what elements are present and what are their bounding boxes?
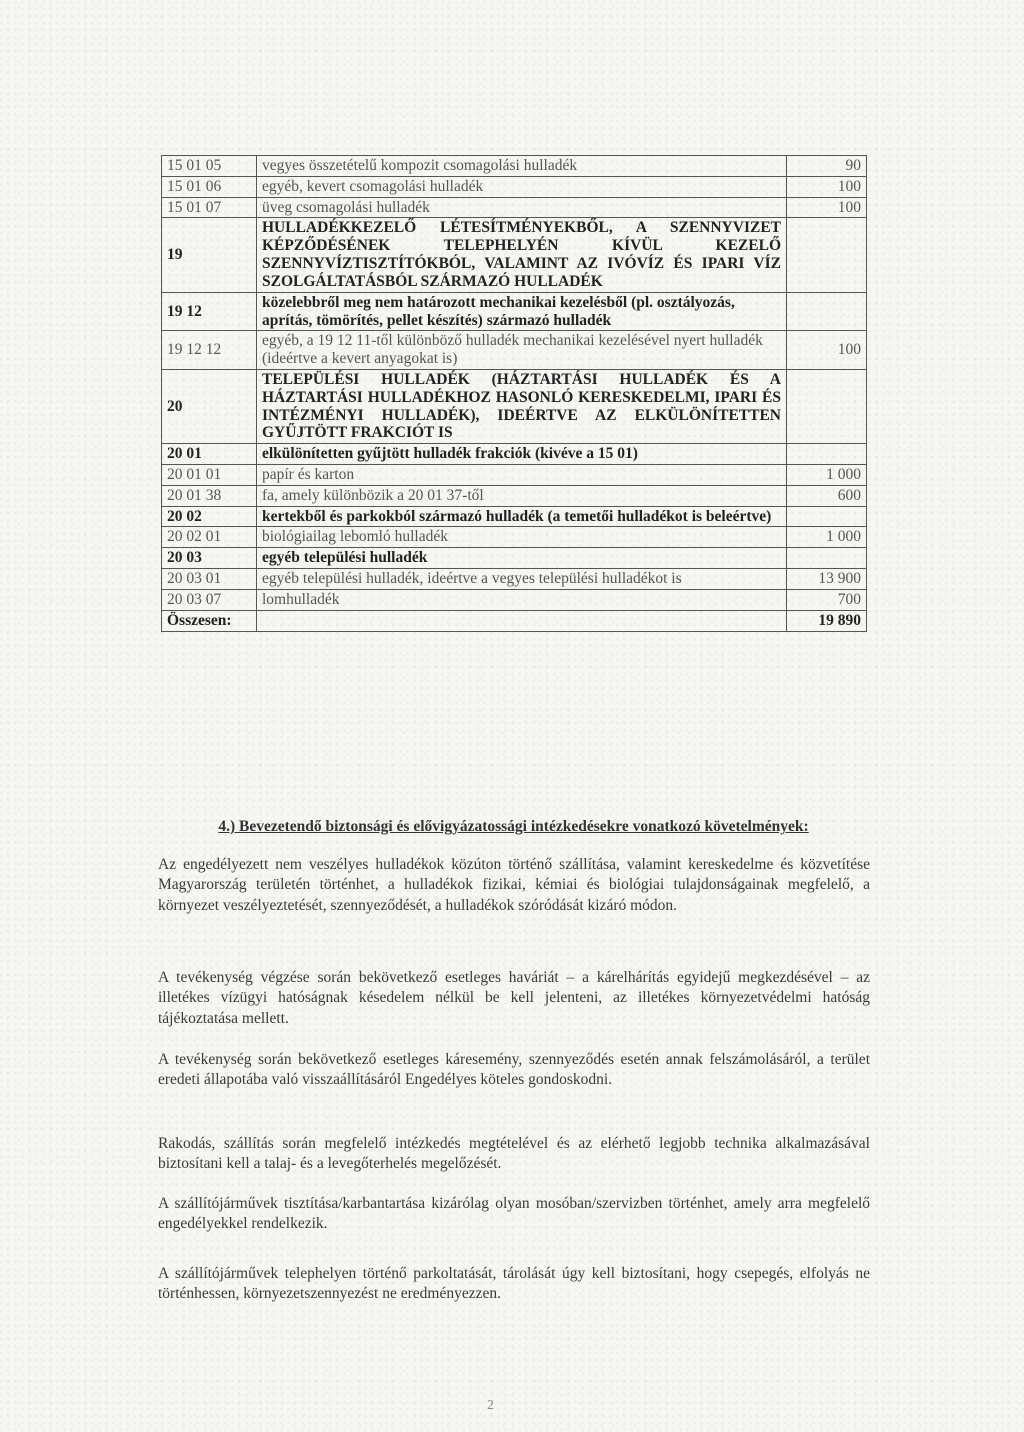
waste-description: egyéb, kevert csomagolási hulladék xyxy=(257,176,787,197)
paragraph-5: A szállítójárművek tisztítása/karbantartása kizárólag olyan mosóban/szervizben történhet, amely arra megfelelő engedélyekkel rendelkezik. xyxy=(158,1195,870,1233)
waste-description: egyéb települési hulladék xyxy=(257,548,787,569)
waste-code: 15 01 06 xyxy=(162,176,257,197)
total-value: 19 890 xyxy=(787,610,867,631)
table-row xyxy=(162,506,867,527)
table-row xyxy=(162,176,867,197)
table-row xyxy=(162,218,867,292)
waste-quantity: 1 000 xyxy=(787,465,867,486)
waste-description: közelebbről meg nem határozott mechanikai kezelésből (pl. osztályozás, aprítás, tömörítés, pellet készítés) származó hulladék xyxy=(257,292,787,331)
waste-description: kertekből és parkokból származó hulladék (a temetői hulladékot is beleértve) xyxy=(257,506,787,527)
waste-code: 20 03 01 xyxy=(162,569,257,590)
waste-code: 19 12 12 xyxy=(162,331,257,370)
paragraph-1: Az engedélyezett nem veszélyes hulladékok közúton történő szállítása, valamint kereskedelme és közvetítése Magyarország területén történhet, a hulladékok fizikai, kémiai és biológiai tulajdonságainak megfelelő, a környezet veszélyeztetését, szennyeződését, a hulladékok szóródását kizáró módon. xyxy=(158,856,870,914)
table-row xyxy=(162,444,867,465)
table-row xyxy=(162,331,867,370)
waste-code: 15 01 07 xyxy=(162,197,257,218)
waste-code: 20 02 xyxy=(162,506,257,527)
waste-quantity xyxy=(787,292,867,331)
paragraph-6: A szállítójárművek telephelyen történő parkoltatását, tárolását úgy kell biztosítani, hogy csepegés, elfolyás ne történhessen, környezetszennyezést ne eredményezzen. xyxy=(158,1265,870,1303)
waste-quantity: 600 xyxy=(787,485,867,506)
waste-description: fa, amely különbözik a 20 01 37-től xyxy=(257,485,787,506)
waste-quantity xyxy=(787,369,867,443)
waste-table-body xyxy=(162,156,867,632)
waste-description: lomhulladék xyxy=(257,589,787,610)
section-heading: 4.) Bevezetendő biztonsági és elővigyázatossági intézkedésekre vonatkozó követelmények: xyxy=(218,818,809,835)
waste-quantity xyxy=(787,548,867,569)
table-row xyxy=(162,369,867,443)
waste-quantity: 700 xyxy=(787,589,867,610)
waste-description: üveg csomagolási hulladék xyxy=(257,197,787,218)
waste-code: 19 12 xyxy=(162,292,257,331)
waste-description: TELEPÜLÉSI HULLADÉK (HÁZTARTÁSI HULLADÉK ÉS A HÁZTARTÁSI HULLADÉKHOZ HASONLÓ KERESKEDELMI, IPARI ÉS INTÉZMÉNYI HULLADÉK), IDEÉRTVE AZ ELKÜLÖNÍTETTEN GYŰJTÖTT FRAKCIÓT IS xyxy=(257,369,787,443)
waste-code: 19 xyxy=(162,218,257,292)
waste-description: egyéb, a 19 12 11-től különböző hulladék mechanikai kezelésével nyert hulladék (ideértve a kevert anyagokat is) xyxy=(257,331,787,370)
waste-description: biológiailag lebomló hulladék xyxy=(257,527,787,548)
table-row xyxy=(162,589,867,610)
waste-code: 20 03 07 xyxy=(162,589,257,610)
waste-code-table xyxy=(161,155,867,632)
waste-description: elkülönítetten gyűjtött hulladék frakciók (kivéve a 15 01) xyxy=(257,444,787,465)
waste-quantity xyxy=(787,506,867,527)
waste-quantity: 90 xyxy=(787,156,867,177)
table-row xyxy=(162,569,867,590)
waste-code: 15 01 05 xyxy=(162,156,257,177)
table-row xyxy=(162,527,867,548)
table-row xyxy=(162,197,867,218)
total-row xyxy=(162,610,867,631)
waste-description: vegyes összetételű kompozit csomagolási hulladék xyxy=(257,156,787,177)
total-label: Összesen: xyxy=(162,610,257,631)
table-row xyxy=(162,156,867,177)
waste-code: 20 xyxy=(162,369,257,443)
total-spacer xyxy=(257,610,787,631)
waste-quantity xyxy=(787,444,867,465)
waste-description: HULLADÉKKEZELŐ LÉTESÍTMÉNYEKBŐL, A SZENNYVIZET KÉPZŐDÉSÉNEK TELEPHELYÉN KÍVÜL KEZELŐ SZENNYVÍZTISZTÍTÓKBÓL, VALAMINT AZ IVÓVÍZ ÉS IPARI VÍZ SZOLGÁLTATÁSBÓL SZÁRMAZÓ HULLADÉK xyxy=(257,218,787,292)
waste-code: 20 01 38 xyxy=(162,485,257,506)
table-row xyxy=(162,548,867,569)
waste-code: 20 01 01 xyxy=(162,465,257,486)
waste-code: 20 02 01 xyxy=(162,527,257,548)
waste-quantity: 1 000 xyxy=(787,527,867,548)
paragraph-2: A tevékenység végzése során bekövetkező esetleges haváriát – a kárelhárítás egyidejű megkezdésével – az illetékes vízügyi hatóságnak késedelem nélkül be kell jelenteni, az illetékes környezetvédelmi hatóság tájékoztatása mellett. xyxy=(158,969,870,1027)
waste-quantity xyxy=(787,218,867,292)
waste-code: 20 03 xyxy=(162,548,257,569)
waste-quantity: 100 xyxy=(787,331,867,370)
waste-code: 20 01 xyxy=(162,444,257,465)
table-row xyxy=(162,292,867,331)
waste-description: papír és karton xyxy=(257,465,787,486)
table-row xyxy=(162,465,867,486)
paragraph-4: Rakodás, szállítás során megfelelő intézkedés megtételével és az elérhető legjobb technika alkalmazásával biztosítani kell a talaj- és a levegőterhelés megelőzését. xyxy=(158,1135,870,1173)
waste-description: egyéb települési hulladék, ideértve a vegyes települési hulladékot is xyxy=(257,569,787,590)
page-number: 2 xyxy=(487,1398,494,1413)
waste-quantity: 100 xyxy=(787,197,867,218)
waste-quantity: 13 900 xyxy=(787,569,867,590)
waste-quantity: 100 xyxy=(787,176,867,197)
table-row xyxy=(162,485,867,506)
paragraph-3: A tevékenység során bekövetkező esetleges káresemény, szennyeződés esetén annak felszámolásáról, a terület eredeti állapotába való visszaállításáról Engedélyes köteles gondoskodni. xyxy=(158,1051,870,1089)
